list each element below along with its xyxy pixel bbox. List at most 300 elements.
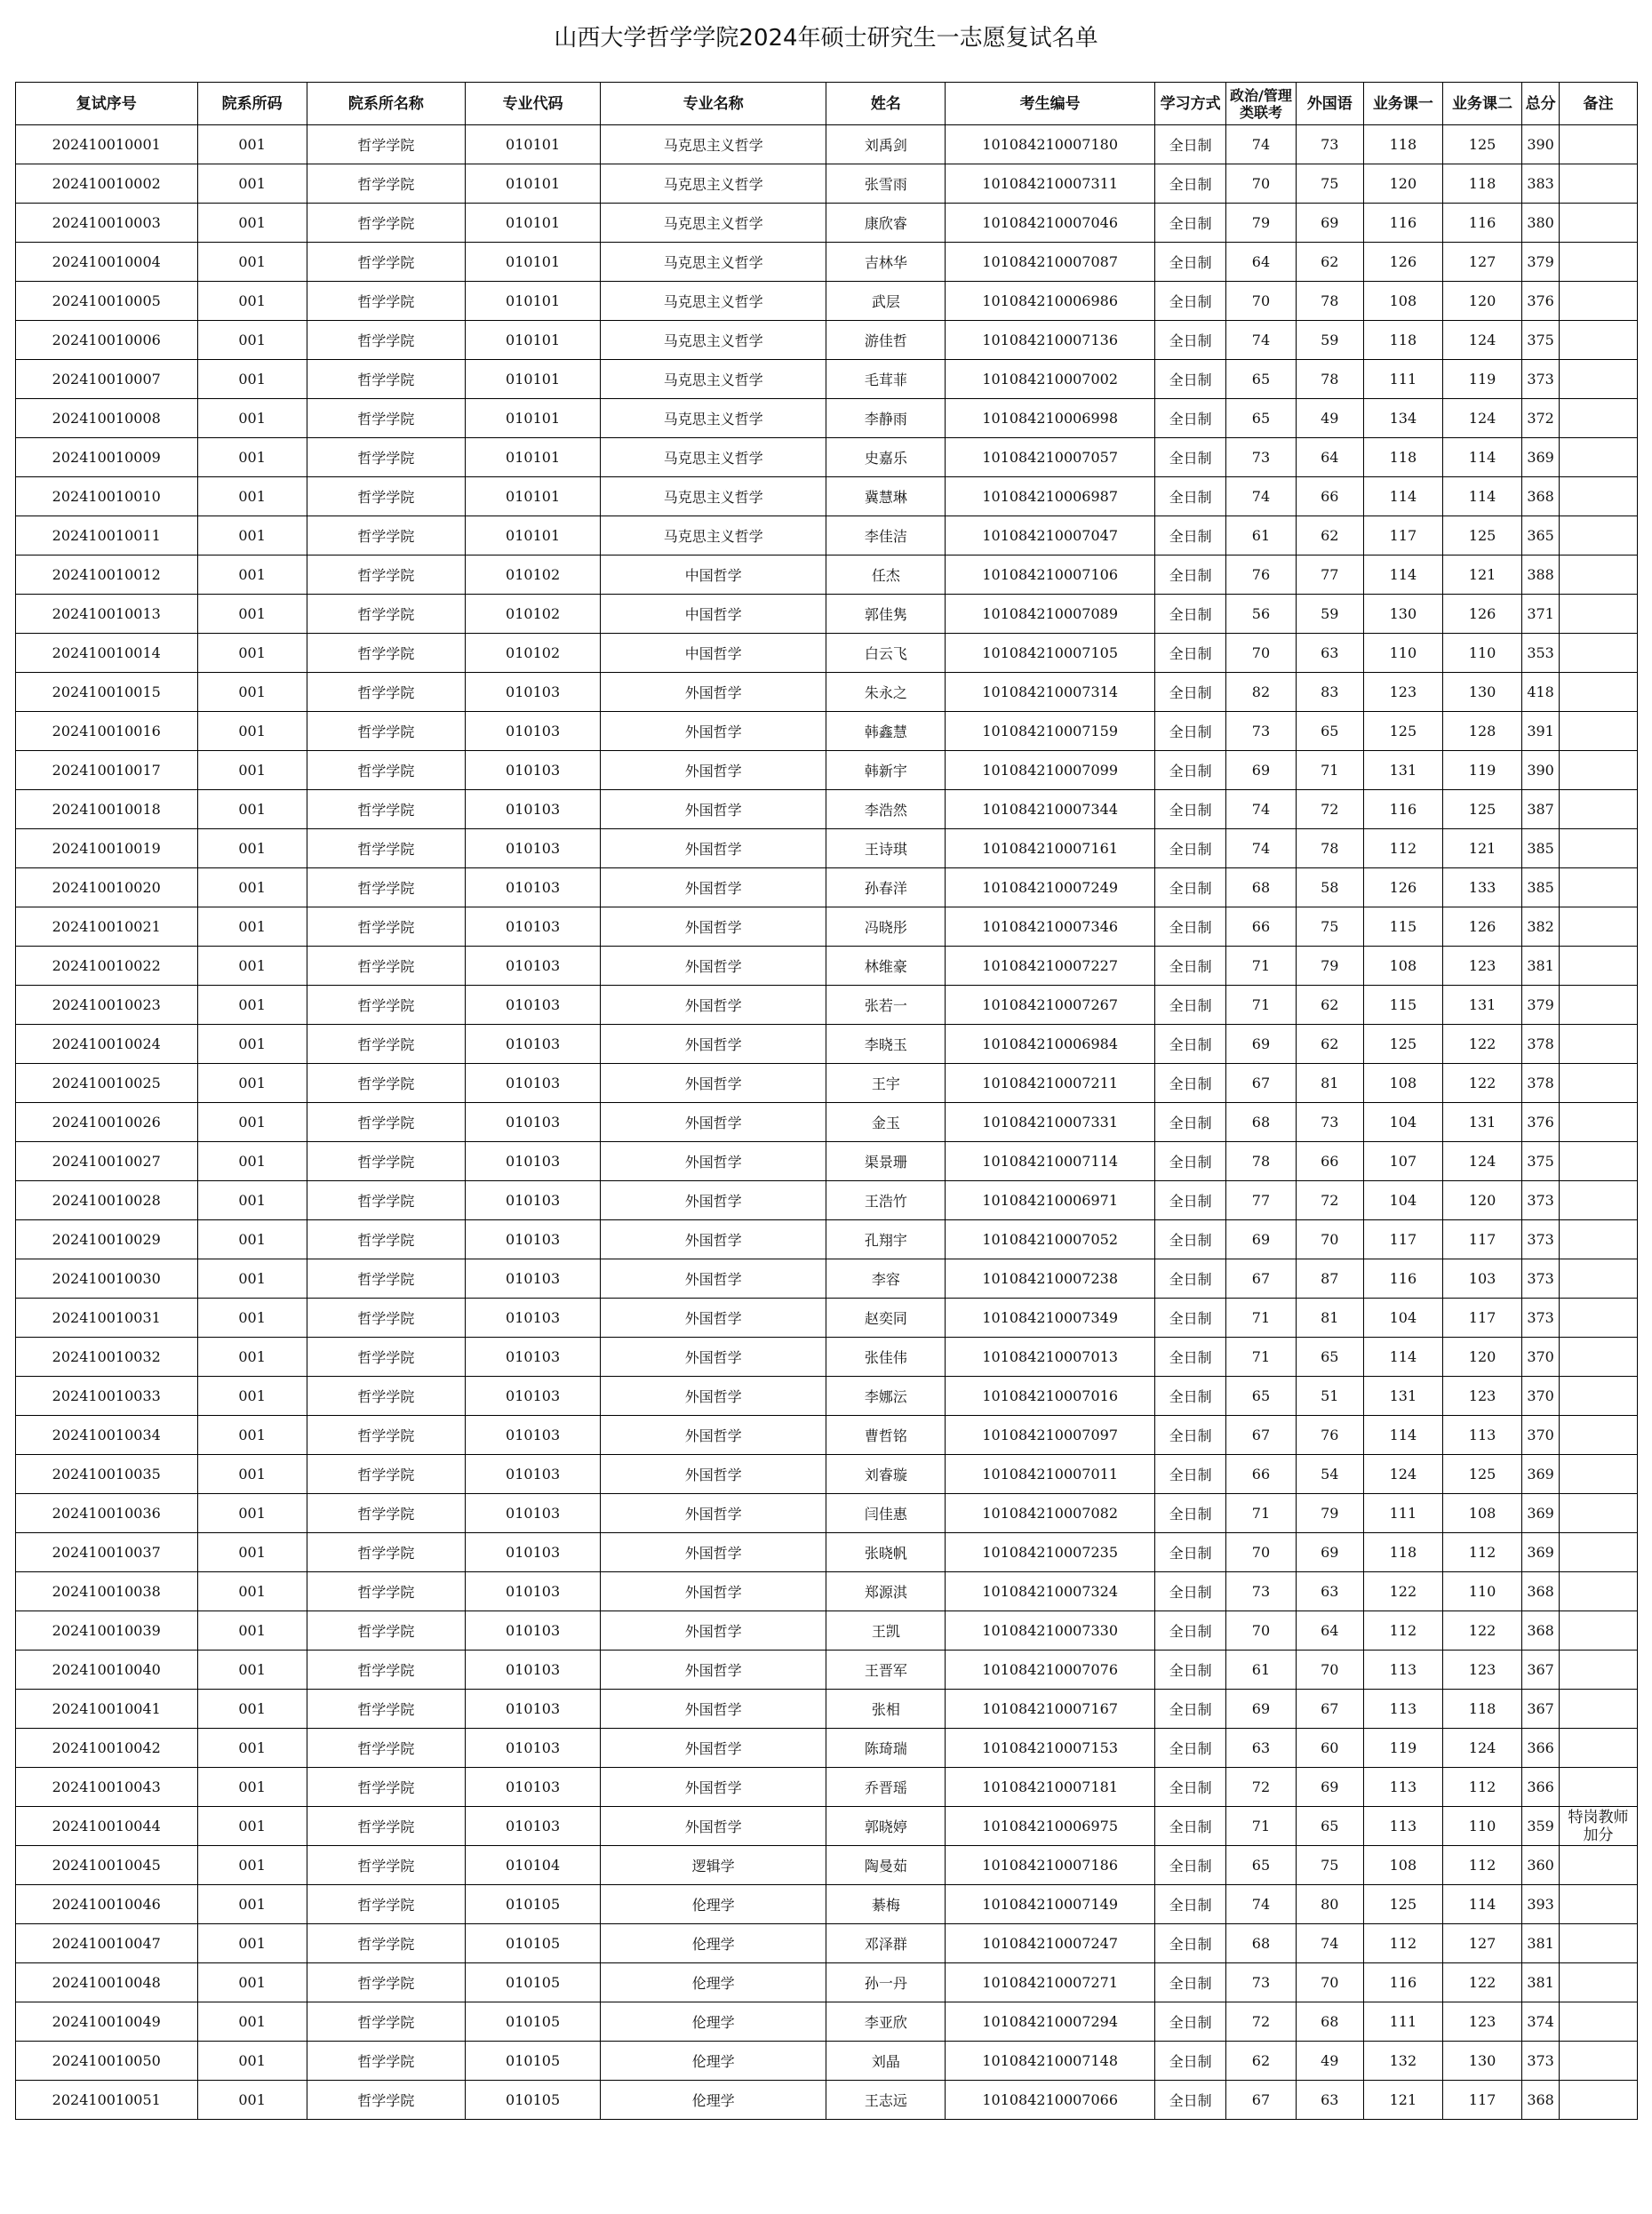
cell-dept-name: 哲学学院 bbox=[307, 164, 465, 204]
cell-dept-code: 001 bbox=[197, 1885, 307, 1924]
cell-politics-score: 65 bbox=[1226, 399, 1297, 438]
cell-course1-score: 118 bbox=[1363, 1533, 1442, 1572]
table-row bbox=[16, 477, 1638, 516]
cell-major-name: 伦理学 bbox=[601, 1963, 826, 2002]
cell-remark bbox=[1560, 1220, 1638, 1259]
cell-major-name: 外国哲学 bbox=[601, 947, 826, 986]
cell-major-name: 外国哲学 bbox=[601, 1494, 826, 1533]
cell-exam-id: 101084210007294 bbox=[946, 2002, 1155, 2042]
cell-major-code: 010103 bbox=[466, 1768, 601, 1807]
cell-course1-score: 126 bbox=[1363, 868, 1442, 907]
cell-remark bbox=[1560, 790, 1638, 829]
cell-dept-code: 001 bbox=[197, 1338, 307, 1377]
table-row bbox=[16, 125, 1638, 164]
cell-total-score: 366 bbox=[1522, 1768, 1560, 1807]
cell-remark bbox=[1560, 634, 1638, 673]
cell-politics-score: 71 bbox=[1226, 986, 1297, 1025]
cell-major-name: 外国哲学 bbox=[601, 1651, 826, 1690]
cell-retest-no: 202410010018 bbox=[16, 790, 198, 829]
cell-foreign-language-score: 75 bbox=[1296, 1846, 1363, 1885]
cell-major-code: 010101 bbox=[466, 477, 601, 516]
cell-total-score: 373 bbox=[1522, 360, 1560, 399]
cell-retest-no: 202410010007 bbox=[16, 360, 198, 399]
cell-exam-id: 101084210007066 bbox=[946, 2081, 1155, 2120]
cell-course1-score: 119 bbox=[1363, 1729, 1442, 1768]
cell-course2-score: 117 bbox=[1442, 2081, 1521, 2120]
cell-remark bbox=[1560, 1729, 1638, 1768]
table-body bbox=[16, 125, 1638, 2120]
cell-study-mode: 全日制 bbox=[1155, 1533, 1226, 1572]
cell-major-name: 外国哲学 bbox=[601, 829, 826, 868]
cell-retest-no: 202410010028 bbox=[16, 1181, 198, 1220]
cell-exam-id: 101084210007052 bbox=[946, 1220, 1155, 1259]
cell-major-name: 外国哲学 bbox=[601, 1377, 826, 1416]
cell-major-name: 伦理学 bbox=[601, 1924, 826, 1963]
table-row bbox=[16, 1064, 1638, 1103]
cell-major-name: 逻辑学 bbox=[601, 1846, 826, 1885]
cell-student-name: 林维豪 bbox=[826, 947, 946, 986]
cell-remark bbox=[1560, 829, 1638, 868]
cell-course2-score: 123 bbox=[1442, 947, 1521, 986]
cell-dept-code: 001 bbox=[197, 360, 307, 399]
cell-exam-id: 101084210007016 bbox=[946, 1377, 1155, 1416]
table-row bbox=[16, 2081, 1638, 2120]
cell-exam-id: 101084210006987 bbox=[946, 477, 1155, 516]
cell-course2-score: 110 bbox=[1442, 1807, 1521, 1846]
table-row bbox=[16, 1807, 1638, 1846]
cell-course1-score: 118 bbox=[1363, 125, 1442, 164]
cell-course2-score: 110 bbox=[1442, 634, 1521, 673]
cell-retest-no: 202410010027 bbox=[16, 1142, 198, 1181]
cell-total-score: 393 bbox=[1522, 1885, 1560, 1924]
cell-major-code: 010103 bbox=[466, 1181, 601, 1220]
cell-course1-score: 104 bbox=[1363, 1103, 1442, 1142]
table-row bbox=[16, 1651, 1638, 1690]
cell-course2-score: 125 bbox=[1442, 1455, 1521, 1494]
cell-remark bbox=[1560, 321, 1638, 360]
cell-major-code: 010103 bbox=[466, 1377, 601, 1416]
cell-politics-score: 70 bbox=[1226, 164, 1297, 204]
cell-foreign-language-score: 67 bbox=[1296, 1690, 1363, 1729]
cell-student-name: 任杰 bbox=[826, 555, 946, 595]
cell-exam-id: 101084210007057 bbox=[946, 438, 1155, 477]
cell-politics-score: 78 bbox=[1226, 1142, 1297, 1181]
cell-foreign-language-score: 69 bbox=[1296, 204, 1363, 243]
cell-course1-score: 116 bbox=[1363, 1259, 1442, 1299]
cell-major-code: 010101 bbox=[466, 321, 601, 360]
cell-course2-score: 122 bbox=[1442, 1064, 1521, 1103]
cell-exam-id: 101084210007344 bbox=[946, 790, 1155, 829]
cell-total-score: 372 bbox=[1522, 399, 1560, 438]
cell-retest-no: 202410010031 bbox=[16, 1299, 198, 1338]
cell-total-score: 375 bbox=[1522, 1142, 1560, 1181]
cell-study-mode: 全日制 bbox=[1155, 125, 1226, 164]
table-row bbox=[16, 1416, 1638, 1455]
cell-exam-id: 101084210006975 bbox=[946, 1807, 1155, 1846]
cell-study-mode: 全日制 bbox=[1155, 1416, 1226, 1455]
cell-foreign-language-score: 49 bbox=[1296, 2042, 1363, 2081]
cell-major-code: 010101 bbox=[466, 360, 601, 399]
cell-exam-id: 101084210007076 bbox=[946, 1651, 1155, 1690]
cell-foreign-language-score: 65 bbox=[1296, 712, 1363, 751]
cell-total-score: 369 bbox=[1522, 1494, 1560, 1533]
cell-study-mode: 全日制 bbox=[1155, 243, 1226, 282]
cell-exam-id: 101084210007186 bbox=[946, 1846, 1155, 1885]
cell-student-name: 郑源淇 bbox=[826, 1572, 946, 1611]
table-row bbox=[16, 1611, 1638, 1651]
cell-remark bbox=[1560, 712, 1638, 751]
cell-major-name: 外国哲学 bbox=[601, 1807, 826, 1846]
cell-foreign-language-score: 63 bbox=[1296, 634, 1363, 673]
cell-foreign-language-score: 81 bbox=[1296, 1064, 1363, 1103]
cell-total-score: 369 bbox=[1522, 438, 1560, 477]
cell-foreign-language-score: 66 bbox=[1296, 1142, 1363, 1181]
cell-dept-code: 001 bbox=[197, 712, 307, 751]
cell-retest-no: 202410010020 bbox=[16, 868, 198, 907]
cell-retest-no: 202410010026 bbox=[16, 1103, 198, 1142]
cell-student-name: 韩新宇 bbox=[826, 751, 946, 790]
cell-dept-name: 哲学学院 bbox=[307, 1416, 465, 1455]
cell-politics-score: 70 bbox=[1226, 1611, 1297, 1651]
cell-major-name: 中国哲学 bbox=[601, 634, 826, 673]
cell-remark bbox=[1560, 1416, 1638, 1455]
cell-dept-code: 001 bbox=[197, 1690, 307, 1729]
cell-remark bbox=[1560, 1259, 1638, 1299]
cell-major-code: 010103 bbox=[466, 1494, 601, 1533]
cell-exam-id: 101084210007159 bbox=[946, 712, 1155, 751]
cell-major-name: 外国哲学 bbox=[601, 1729, 826, 1768]
table-row bbox=[16, 829, 1638, 868]
cell-course1-score: 104 bbox=[1363, 1299, 1442, 1338]
cell-total-score: 379 bbox=[1522, 243, 1560, 282]
cell-major-code: 010103 bbox=[466, 712, 601, 751]
cell-remark bbox=[1560, 2081, 1638, 2120]
cell-dept-code: 001 bbox=[197, 751, 307, 790]
cell-total-score: 388 bbox=[1522, 555, 1560, 595]
cell-foreign-language-score: 77 bbox=[1296, 555, 1363, 595]
cell-foreign-language-score: 74 bbox=[1296, 1924, 1363, 1963]
cell-study-mode: 全日制 bbox=[1155, 1103, 1226, 1142]
cell-exam-id: 101084210007311 bbox=[946, 164, 1155, 204]
cell-retest-no: 202410010012 bbox=[16, 555, 198, 595]
column-header-major-name: 专业名称 bbox=[601, 83, 826, 125]
cell-dept-name: 哲学学院 bbox=[307, 1181, 465, 1220]
cell-remark bbox=[1560, 204, 1638, 243]
cell-retest-no: 202410010039 bbox=[16, 1611, 198, 1651]
cell-student-name: 孙春洋 bbox=[826, 868, 946, 907]
cell-retest-no: 202410010022 bbox=[16, 947, 198, 986]
cell-major-name: 外国哲学 bbox=[601, 1181, 826, 1220]
table-row bbox=[16, 595, 1638, 634]
cell-remark bbox=[1560, 986, 1638, 1025]
cell-student-name: 綦梅 bbox=[826, 1885, 946, 1924]
cell-dept-name: 哲学学院 bbox=[307, 829, 465, 868]
cell-major-name: 马克思主义哲学 bbox=[601, 360, 826, 399]
cell-major-code: 010105 bbox=[466, 1885, 601, 1924]
cell-student-name: 金玉 bbox=[826, 1103, 946, 1142]
cell-retest-no: 202410010021 bbox=[16, 907, 198, 947]
cell-exam-id: 101084210007349 bbox=[946, 1299, 1155, 1338]
cell-major-name: 马克思主义哲学 bbox=[601, 282, 826, 321]
cell-total-score: 370 bbox=[1522, 1338, 1560, 1377]
cell-student-name: 邓泽群 bbox=[826, 1924, 946, 1963]
table-row bbox=[16, 1963, 1638, 2002]
cell-remark bbox=[1560, 1690, 1638, 1729]
table-row bbox=[16, 1142, 1638, 1181]
cell-remark bbox=[1560, 1924, 1638, 1963]
cell-foreign-language-score: 59 bbox=[1296, 595, 1363, 634]
cell-remark bbox=[1560, 947, 1638, 986]
cell-dept-name: 哲学学院 bbox=[307, 1064, 465, 1103]
cell-remark bbox=[1560, 399, 1638, 438]
column-header-politics-score: 政治/管理类联考 bbox=[1226, 83, 1297, 125]
cell-foreign-language-score: 54 bbox=[1296, 1455, 1363, 1494]
cell-dept-code: 001 bbox=[197, 1807, 307, 1846]
cell-course2-score: 117 bbox=[1442, 1220, 1521, 1259]
cell-retest-no: 202410010003 bbox=[16, 204, 198, 243]
cell-foreign-language-score: 81 bbox=[1296, 1299, 1363, 1338]
cell-politics-score: 74 bbox=[1226, 125, 1297, 164]
cell-remark bbox=[1560, 1455, 1638, 1494]
cell-dept-name: 哲学学院 bbox=[307, 438, 465, 477]
cell-course1-score: 114 bbox=[1363, 555, 1442, 595]
cell-foreign-language-score: 70 bbox=[1296, 1963, 1363, 2002]
cell-exam-id: 101084210007249 bbox=[946, 868, 1155, 907]
cell-retest-no: 202410010005 bbox=[16, 282, 198, 321]
cell-dept-code: 001 bbox=[197, 907, 307, 947]
cell-dept-code: 001 bbox=[197, 1651, 307, 1690]
cell-retest-no: 202410010009 bbox=[16, 438, 198, 477]
cell-remark bbox=[1560, 751, 1638, 790]
cell-exam-id: 101084210007087 bbox=[946, 243, 1155, 282]
cell-total-score: 368 bbox=[1522, 1572, 1560, 1611]
cell-total-score: 375 bbox=[1522, 321, 1560, 360]
cell-dept-code: 001 bbox=[197, 2002, 307, 2042]
cell-dept-name: 哲学学院 bbox=[307, 1103, 465, 1142]
cell-foreign-language-score: 68 bbox=[1296, 2002, 1363, 2042]
table-row bbox=[16, 1768, 1638, 1807]
cell-major-code: 010105 bbox=[466, 2042, 601, 2081]
cell-student-name: 王凯 bbox=[826, 1611, 946, 1651]
cell-dept-code: 001 bbox=[197, 1768, 307, 1807]
cell-exam-id: 101084210007149 bbox=[946, 1885, 1155, 1924]
table-row bbox=[16, 947, 1638, 986]
table-row bbox=[16, 555, 1638, 595]
cell-dept-code: 001 bbox=[197, 204, 307, 243]
cell-retest-no: 202410010023 bbox=[16, 986, 198, 1025]
cell-major-code: 010101 bbox=[466, 282, 601, 321]
cell-study-mode: 全日制 bbox=[1155, 204, 1226, 243]
column-header-retest-no: 复试序号 bbox=[16, 83, 198, 125]
cell-course2-score: 124 bbox=[1442, 321, 1521, 360]
cell-major-name: 马克思主义哲学 bbox=[601, 125, 826, 164]
cell-student-name: 张佳伟 bbox=[826, 1338, 946, 1377]
cell-total-score: 369 bbox=[1522, 1533, 1560, 1572]
column-header-remark: 备注 bbox=[1560, 83, 1638, 125]
cell-course1-score: 108 bbox=[1363, 282, 1442, 321]
cell-student-name: 李容 bbox=[826, 1259, 946, 1299]
cell-study-mode: 全日制 bbox=[1155, 673, 1226, 712]
cell-total-score: 390 bbox=[1522, 751, 1560, 790]
cell-politics-score: 69 bbox=[1226, 1220, 1297, 1259]
cell-course1-score: 104 bbox=[1363, 1181, 1442, 1220]
cell-dept-code: 001 bbox=[197, 1963, 307, 2002]
cell-course1-score: 111 bbox=[1363, 2002, 1442, 2042]
cell-exam-id: 101084210007267 bbox=[946, 986, 1155, 1025]
cell-dept-code: 001 bbox=[197, 1299, 307, 1338]
cell-study-mode: 全日制 bbox=[1155, 1807, 1226, 1846]
cell-course2-score: 127 bbox=[1442, 243, 1521, 282]
table-row bbox=[16, 204, 1638, 243]
cell-major-name: 外国哲学 bbox=[601, 1690, 826, 1729]
cell-remark bbox=[1560, 1651, 1638, 1690]
cell-major-code: 010103 bbox=[466, 751, 601, 790]
cell-dept-name: 哲学学院 bbox=[307, 595, 465, 634]
cell-course2-score: 121 bbox=[1442, 829, 1521, 868]
cell-study-mode: 全日制 bbox=[1155, 829, 1226, 868]
cell-student-name: 张相 bbox=[826, 1690, 946, 1729]
table-row bbox=[16, 1924, 1638, 1963]
cell-politics-score: 73 bbox=[1226, 1572, 1297, 1611]
column-header-total-score: 总分 bbox=[1522, 83, 1560, 125]
cell-student-name: 冯晓彤 bbox=[826, 907, 946, 947]
cell-major-name: 外国哲学 bbox=[601, 790, 826, 829]
cell-major-name: 外国哲学 bbox=[601, 1103, 826, 1142]
cell-dept-name: 哲学学院 bbox=[307, 1572, 465, 1611]
cell-remark bbox=[1560, 1064, 1638, 1103]
cell-exam-id: 101084210007046 bbox=[946, 204, 1155, 243]
cell-major-code: 010101 bbox=[466, 243, 601, 282]
cell-course1-score: 130 bbox=[1363, 595, 1442, 634]
cell-course1-score: 117 bbox=[1363, 1220, 1442, 1259]
cell-foreign-language-score: 72 bbox=[1296, 790, 1363, 829]
cell-course1-score: 114 bbox=[1363, 1338, 1442, 1377]
cell-course1-score: 112 bbox=[1363, 1611, 1442, 1651]
cell-dept-name: 哲学学院 bbox=[307, 1885, 465, 1924]
cell-total-score: 370 bbox=[1522, 1377, 1560, 1416]
cell-remark: 特岗教师加分 bbox=[1560, 1807, 1638, 1846]
cell-foreign-language-score: 75 bbox=[1296, 907, 1363, 947]
cell-total-score: 360 bbox=[1522, 1846, 1560, 1885]
cell-student-name: 陶曼茹 bbox=[826, 1846, 946, 1885]
cell-total-score: 367 bbox=[1522, 1651, 1560, 1690]
cell-student-name: 韩鑫慧 bbox=[826, 712, 946, 751]
column-header-exam-id: 考生编号 bbox=[946, 83, 1155, 125]
cell-dept-name: 哲学学院 bbox=[307, 2042, 465, 2081]
cell-dept-code: 001 bbox=[197, 1025, 307, 1064]
cell-exam-id: 101084210007082 bbox=[946, 1494, 1155, 1533]
cell-politics-score: 68 bbox=[1226, 868, 1297, 907]
cell-major-code: 010103 bbox=[466, 1455, 601, 1494]
cell-dept-code: 001 bbox=[197, 399, 307, 438]
cell-dept-code: 001 bbox=[197, 986, 307, 1025]
cell-major-code: 010103 bbox=[466, 986, 601, 1025]
cell-dept-name: 哲学学院 bbox=[307, 1142, 465, 1181]
cell-foreign-language-score: 65 bbox=[1296, 1338, 1363, 1377]
cell-remark bbox=[1560, 1181, 1638, 1220]
cell-politics-score: 63 bbox=[1226, 1729, 1297, 1768]
cell-study-mode: 全日制 bbox=[1155, 1963, 1226, 2002]
cell-course2-score: 130 bbox=[1442, 2042, 1521, 2081]
cell-study-mode: 全日制 bbox=[1155, 1299, 1226, 1338]
cell-politics-score: 65 bbox=[1226, 1377, 1297, 1416]
cell-major-code: 010105 bbox=[466, 1924, 601, 1963]
cell-student-name: 王浩竹 bbox=[826, 1181, 946, 1220]
cell-major-code: 010101 bbox=[466, 516, 601, 555]
cell-dept-name: 哲学学院 bbox=[307, 1651, 465, 1690]
cell-dept-name: 哲学学院 bbox=[307, 1611, 465, 1651]
cell-politics-score: 65 bbox=[1226, 360, 1297, 399]
cell-course1-score: 107 bbox=[1363, 1142, 1442, 1181]
cell-major-name: 马克思主义哲学 bbox=[601, 204, 826, 243]
cell-total-score: 374 bbox=[1522, 2002, 1560, 2042]
column-header-foreign-language-score: 外国语 bbox=[1296, 83, 1363, 125]
cell-exam-id: 101084210007180 bbox=[946, 125, 1155, 164]
cell-foreign-language-score: 87 bbox=[1296, 1259, 1363, 1299]
cell-course1-score: 115 bbox=[1363, 986, 1442, 1025]
cell-student-name: 白云飞 bbox=[826, 634, 946, 673]
cell-remark bbox=[1560, 1846, 1638, 1885]
cell-foreign-language-score: 75 bbox=[1296, 164, 1363, 204]
cell-exam-id: 101084210007089 bbox=[946, 595, 1155, 634]
cell-retest-no: 202410010014 bbox=[16, 634, 198, 673]
cell-dept-code: 001 bbox=[197, 790, 307, 829]
cell-major-code: 010103 bbox=[466, 1338, 601, 1377]
cell-study-mode: 全日制 bbox=[1155, 595, 1226, 634]
cell-course2-score: 130 bbox=[1442, 673, 1521, 712]
cell-major-name: 外国哲学 bbox=[601, 1220, 826, 1259]
cell-foreign-language-score: 60 bbox=[1296, 1729, 1363, 1768]
cell-remark bbox=[1560, 2042, 1638, 2081]
cell-foreign-language-score: 70 bbox=[1296, 1651, 1363, 1690]
cell-politics-score: 68 bbox=[1226, 1924, 1297, 1963]
cell-dept-code: 001 bbox=[197, 555, 307, 595]
cell-course2-score: 120 bbox=[1442, 282, 1521, 321]
cell-student-name: 陈琦瑞 bbox=[826, 1729, 946, 1768]
table-row bbox=[16, 1885, 1638, 1924]
cell-politics-score: 71 bbox=[1226, 1299, 1297, 1338]
cell-major-code: 010102 bbox=[466, 595, 601, 634]
table-row bbox=[16, 1181, 1638, 1220]
cell-dept-name: 哲学学院 bbox=[307, 1259, 465, 1299]
cell-remark bbox=[1560, 907, 1638, 947]
cell-retest-no: 202410010016 bbox=[16, 712, 198, 751]
cell-study-mode: 全日制 bbox=[1155, 516, 1226, 555]
cell-retest-no: 202410010036 bbox=[16, 1494, 198, 1533]
cell-retest-no: 202410010032 bbox=[16, 1338, 198, 1377]
cell-politics-score: 74 bbox=[1226, 1885, 1297, 1924]
cell-dept-name: 哲学学院 bbox=[307, 712, 465, 751]
cell-major-code: 010103 bbox=[466, 673, 601, 712]
cell-course2-score: 114 bbox=[1442, 1885, 1521, 1924]
cell-total-score: 371 bbox=[1522, 595, 1560, 634]
cell-total-score: 385 bbox=[1522, 829, 1560, 868]
cell-major-code: 010105 bbox=[466, 2002, 601, 2042]
cell-course2-score: 119 bbox=[1442, 360, 1521, 399]
cell-course2-score: 120 bbox=[1442, 1181, 1521, 1220]
cell-dept-code: 001 bbox=[197, 321, 307, 360]
cell-course1-score: 112 bbox=[1363, 1924, 1442, 1963]
cell-remark bbox=[1560, 516, 1638, 555]
cell-student-name: 渠景珊 bbox=[826, 1142, 946, 1181]
cell-student-name: 游佳哲 bbox=[826, 321, 946, 360]
cell-politics-score: 70 bbox=[1226, 634, 1297, 673]
cell-dept-name: 哲学学院 bbox=[307, 204, 465, 243]
cell-study-mode: 全日制 bbox=[1155, 1259, 1226, 1299]
cell-foreign-language-score: 62 bbox=[1296, 1025, 1363, 1064]
cell-retest-no: 202410010002 bbox=[16, 164, 198, 204]
cell-retest-no: 202410010015 bbox=[16, 673, 198, 712]
